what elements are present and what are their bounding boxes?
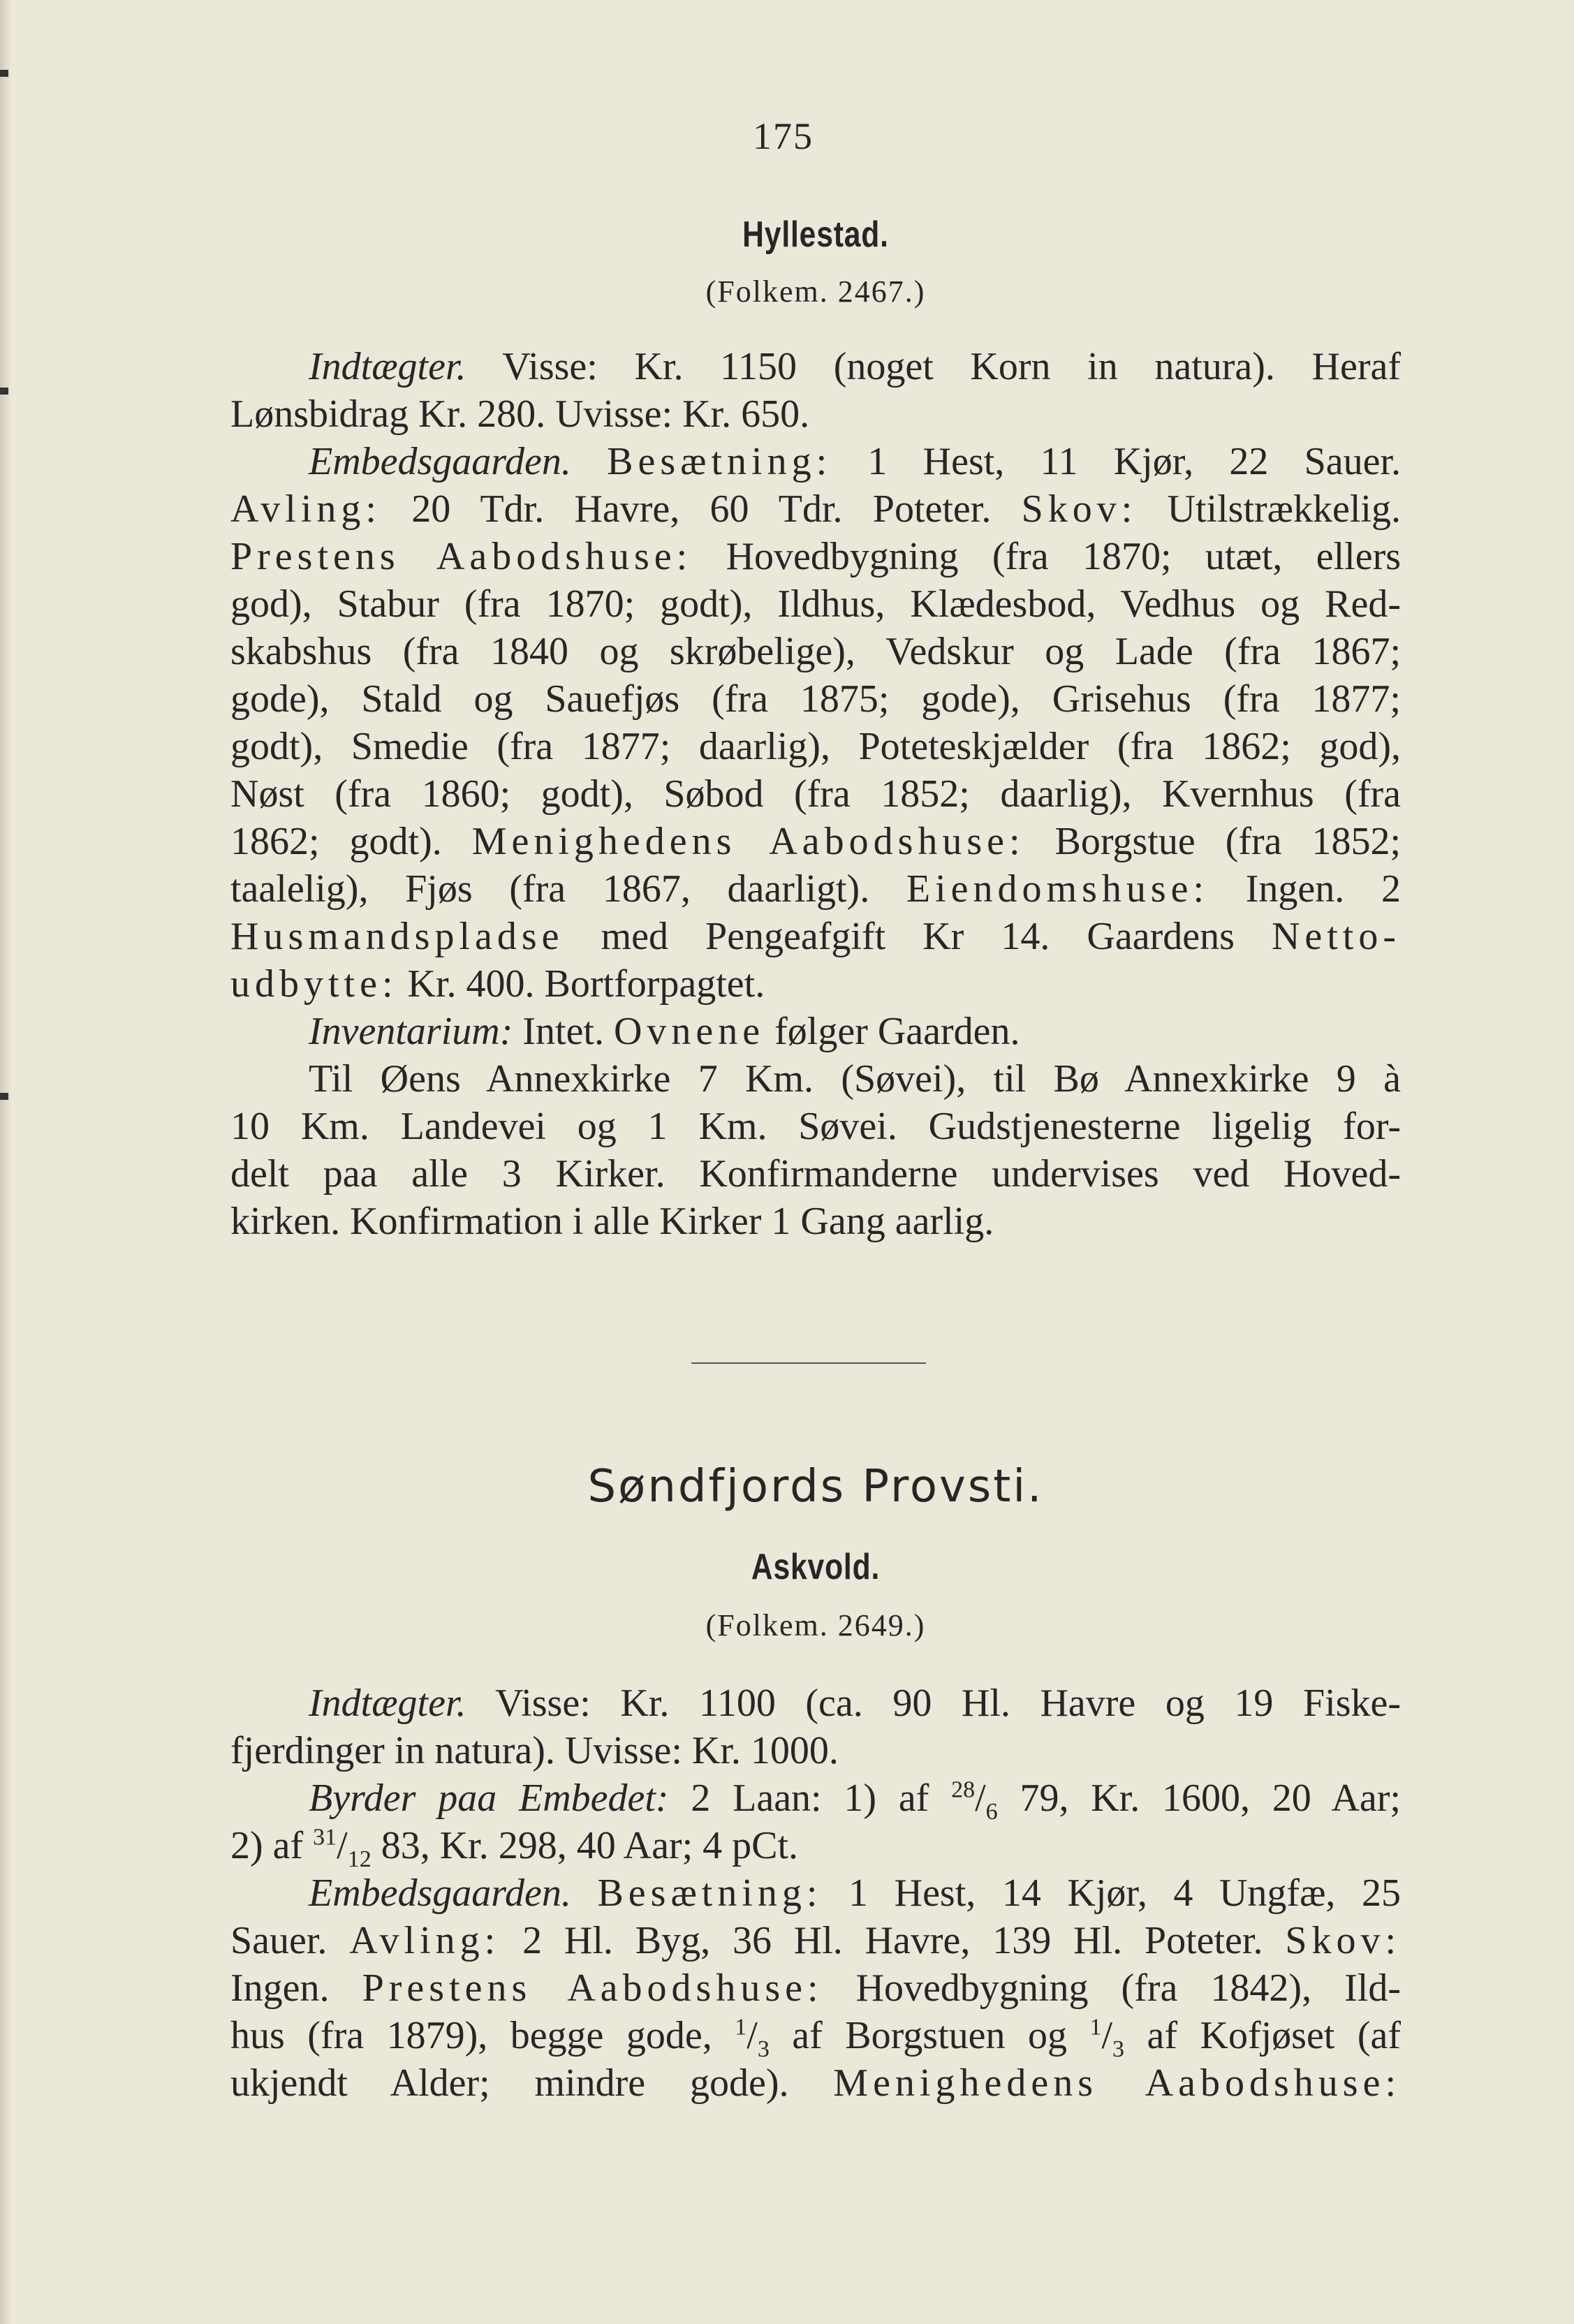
text-run: godt), Smedie (fra 1877; daarlig), Poteteskjælder (fra 1862; god), <box>230 725 1401 768</box>
text-line <box>230 722 1401 771</box>
text-line <box>309 1679 1401 1728</box>
text-run: af Borgstuen og <box>769 2014 1090 2057</box>
text-run: 20 Tdr. Havre, 60 Tdr. Poteter. <box>381 487 1022 531</box>
spaced-term: Skov: <box>1021 487 1138 531</box>
text-run: ukjendt Alder; mindre gode). <box>230 2061 834 2105</box>
section-divider <box>691 1362 926 1364</box>
provsti-title: Søndfjords Provsti. <box>587 1461 1044 1513</box>
spaced-term: Prestens Aabodshuse: <box>230 535 693 578</box>
text-run: / <box>975 1777 986 1820</box>
text-line <box>309 1054 1401 1103</box>
text-run: Sauer. <box>230 1919 350 1962</box>
text-run: Intet. <box>513 1010 614 1053</box>
text-line <box>309 342 1401 391</box>
text-run: Borgstue (fra 1852; <box>1024 820 1402 863</box>
parish-title-hyllestad: Hyllestad. <box>742 214 889 255</box>
text-run: 79, Kr. 1600, 20 Aar; <box>997 1777 1401 1820</box>
text-line <box>230 627 1401 676</box>
spaced-term: udbytte: <box>230 962 398 1006</box>
text-line <box>230 1149 1401 1198</box>
italic-term: Embedsgaarden. <box>309 440 571 483</box>
text-run: Kr. 400. Bortforpagtet. <box>397 962 765 1006</box>
spaced-term: Ovnene <box>613 1010 765 1053</box>
text-run: skabshus (fra 1840 og skrøbelige), Vedskur og Lade (fra 1867; <box>230 630 1401 673</box>
spaced-term: Avling: <box>230 487 381 531</box>
spaced-term: Besætning: <box>607 440 832 483</box>
text-run: 2 Hl. Byg, 36 Hl. Havre, 139 Hl. Poteter. <box>500 1919 1286 1962</box>
text-run: Hovedbygning (fra 1870; utæt, ellers <box>692 535 1402 578</box>
population-askvold: (Folkem. 2649.) <box>705 1608 926 1642</box>
text-run: taalelig), Fjøs (fra 1867, daarligt). <box>230 867 906 911</box>
text-line <box>309 1774 1401 1823</box>
edge-mark <box>0 70 8 77</box>
text-line <box>230 1102 1401 1151</box>
text-run: 6 <box>985 1799 998 1825</box>
text-run: Hovedbygning (fra 1842), Ild- <box>823 1966 1401 2010</box>
text-run: Til Øens Annexkirke 7 Km. (Søvei), til Bø Annexkirke 9 à <box>309 1057 1401 1101</box>
text-run <box>571 440 607 483</box>
page-number: 175 <box>753 115 814 157</box>
text-line <box>230 675 1401 723</box>
text-line <box>309 1869 1401 1918</box>
text-run: kirken. Konfirmation i alle Kirker 1 Gang aarlig. <box>230 1200 994 1243</box>
population-hyllestad: (Folkem. 2467.) <box>705 274 926 309</box>
text-run: / <box>746 2014 758 2057</box>
text-run: 1 Hest, 14 Kjør, 4 Ungfæ, 25 <box>822 1871 1401 1915</box>
text-line <box>230 1916 1401 1965</box>
edge-mark <box>0 1093 8 1100</box>
parish-title-askvold: Askvold. <box>751 1547 881 1587</box>
text-line <box>309 437 1401 486</box>
text-line <box>230 2011 1402 2063</box>
text-line <box>230 817 1401 866</box>
text-run: hus (fra 1879), begge gode, <box>230 2014 735 2057</box>
text-run: 2 Laan: 1) af <box>668 1777 952 1820</box>
text-run: følger Gaarden. <box>765 1010 1020 1053</box>
spaced-term: Netto- <box>1271 915 1401 958</box>
text-run: Ingen. 2 <box>1209 867 1401 911</box>
text-line <box>230 1197 1401 1246</box>
text-run: 1 <box>1089 2014 1102 2040</box>
text-run: delt paa alle 3 Kirker. Konfirmanderne undervises ved Hoved- <box>230 1152 1401 1196</box>
page-edge <box>0 0 11 2324</box>
spaced-term: Menighedens Aabodshuse: <box>471 820 1025 863</box>
text-line <box>230 1726 1401 1775</box>
text-line <box>230 580 1401 628</box>
text-line <box>230 865 1401 913</box>
text-run: Ingen. <box>230 1966 362 2010</box>
text-line <box>230 1964 1401 2013</box>
text-line <box>230 532 1401 581</box>
spaced-term: Eiendomshuse: <box>906 867 1209 911</box>
italic-term: Indtægter. <box>309 345 466 388</box>
text-run: Utilstrækkelig. <box>1137 487 1401 531</box>
text-run: / <box>337 1824 348 1867</box>
text-line <box>309 1007 1401 1056</box>
text-run: 28 <box>951 1777 976 1803</box>
text-line <box>230 959 1401 1008</box>
italic-term: Indtægter. <box>309 1682 466 1725</box>
text-line <box>230 390 1401 439</box>
text-run: 2) af <box>230 1824 314 1867</box>
text-run: god), Stabur (fra 1870; godt), Ildhus, Klædesbod, Vedhus og Red- <box>230 582 1401 626</box>
text-run: 1 Hest, 11 Kjør, 22 Sauer. <box>832 440 1402 483</box>
spaced-term: Menighedens Aabodshuse: <box>833 2061 1401 2105</box>
text-run: 10 Km. Landevei og 1 Km. Søvei. Gudstjenesterne ligelig for- <box>230 1105 1401 1148</box>
spaced-term: Husmandspladse <box>230 915 564 958</box>
text-line <box>230 485 1401 534</box>
italic-term: Inventarium: <box>309 1010 513 1053</box>
text-line <box>230 1821 1401 1873</box>
text-run: 1 <box>735 2014 747 2040</box>
spaced-term: Prestens Aabodshuse: <box>362 1966 823 2010</box>
text-run: fjerdinger in natura). Uvisse: Kr. 1000. <box>230 1729 839 1772</box>
text-run: 1862; godt). <box>230 820 472 863</box>
text-run: med Pengeafgift Kr 14. Gaardens <box>564 915 1272 958</box>
text-run: 83, Kr. 298, 40 Aar; 4 pCt. <box>371 1824 799 1867</box>
text-run: gode), Stald og Sauefjøs (fra 1875; gode), Grisehus (fra 1877; <box>230 677 1401 721</box>
spaced-term: Besætning: <box>597 1871 823 1915</box>
italic-term: Embedsgaarden. <box>309 1871 571 1915</box>
text-run: Lønsbidrag Kr. 280. Uvisse: Kr. 650. <box>230 392 810 436</box>
text-line <box>230 770 1401 818</box>
text-run: / <box>1101 2014 1113 2057</box>
edge-mark <box>0 388 8 395</box>
text-run: Visse: Kr. 1150 (noget Korn in natura). Heraf <box>466 345 1401 388</box>
text-run: Visse: Kr. 1100 (ca. 90 Hl. Havre og 19 Fiske- <box>466 1682 1401 1725</box>
spaced-term: Skov: <box>1285 1919 1402 1962</box>
italic-term: Byrder paa Embedet: <box>309 1777 669 1820</box>
text-run: Nøst (fra 1860; godt), Søbod (fra 1852; daarlig), Kvernhus (fra <box>230 772 1401 816</box>
text-run: 3 <box>1112 2036 1125 2063</box>
spaced-term: Avling: <box>349 1919 501 1962</box>
text-run: 3 <box>757 2036 770 2063</box>
text-run: af Kofjøset (af <box>1124 2014 1402 2057</box>
text-run: 12 <box>347 1846 372 1873</box>
text-line <box>230 912 1401 961</box>
text-run <box>571 1871 598 1915</box>
text-line <box>230 2059 1401 2108</box>
text-run: 31 <box>313 1824 337 1851</box>
